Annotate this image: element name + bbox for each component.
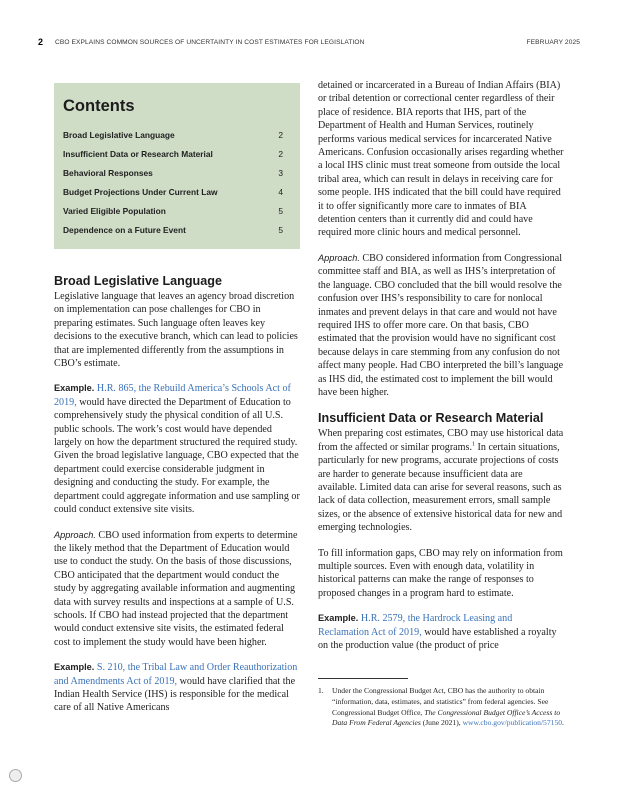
footnote-ref[interactable]: 1 bbox=[471, 441, 475, 448]
paragraph: To fill information gaps, CBO may rely on information from multiple sources. Even with enough data, volatility in historical patterns can make the range of responses to proposed changes in a program hard to estimate. bbox=[318, 547, 563, 599]
contents-heading: Contents bbox=[63, 97, 135, 115]
paragraph: detained or incarcerated in a Bureau of Indian Affairs (BIA) or tribal detention or correctional center regardless of their place of residence. BIA reports that IHS, part of the Department of Health and Human Services, routinely performs various medical services for incarcerated Native Americans. Confusion occasionally arises regarding whether a local IHS clinic must treat someone from outside the local tribal area, which can result in delays in receiving care for some people. IHS indicated that the bill could have required it to offer significantly more care to inmates of BIA detention centers than it currently did and could have required more clinic hours and medical personnel. bbox=[318, 80, 564, 239]
bill-link[interactable]: H.R. 2579, the Hardrock Leasing and Reclamation Act of 2019, bbox=[318, 613, 513, 638]
approach-paragraph: Approach. CBO considered information from Congressional committee staff and BIA, as well as IHS’s interpretation of the language. CBO concluded that the bill would resolve the confusion over IHS’s responsibility to care for nonlocal inmates and prevent delays in that care and would not have required IHS to offer more care. On that basis, CBO estimated that the provision would have no significant cost because delays in care stemming from any confusion do not affect many people. Had CBO interpreted the bill’s language as IHS did, the estimated cost to implement the bill would have been higher. bbox=[318, 252, 564, 398]
bill-link[interactable]: H.R. 865, the Rebuild America’s Schools Act of 2019, bbox=[54, 383, 291, 408]
section-heading: Broad Legislative Language bbox=[54, 274, 222, 288]
approach-paragraph: Approach. CBO used information from experts to determine the likely method that the Department of Education would use to conduct the study. On the basis of those discussions, CBO anticipated that the department would conduct the study by aggregating available information and augmenting data with survey results and inspections at a sample of U.S. schools. If CBO had instead projected that the department would conduct extensive site visits, the estimated federal cost to implement the study would have been higher. bbox=[54, 529, 298, 648]
paragraph: Legislative language that leaves an agency broad discretion on implementation can pose challenges for CBO in preparing estimates. Such language often leaves key decisions to the executive branch, which can lead to policies that are implemented differently from the assumptions in CBO’s estimate. bbox=[54, 291, 298, 370]
paragraph: When preparing cost estimates, CBO may use historical data from the affected or similar programs.$^1$ In certain situations, particularly for new programs, accurate projections of costs are harder to generate because insufficient data are available. Limited data can arise for several reasons, such as lack of data collection, measurement errors, small sample sizes, or the absence of extensive historical data for new and emerging technologies. bbox=[318, 428, 564, 534]
report-date: FEBRUARY 2025 bbox=[526, 39, 580, 46]
example-paragraph: Example. H.R. 865, the Rebuild America’s Schools Act of 2019, would have directed the Department of Education to comprehensively study the physical condition of all U.S. public schools. The work’s cost would have depended largely on how the department structured the required study. Given the broad legislative language, CBO expected that the department could exercise considerable judgment in designing and conducting the study. For example, the department could aggregate information and use sampling or could conduct extensive site visits. bbox=[54, 383, 300, 516]
toc-item[interactable]: Broad Legislative Language 2 bbox=[63, 130, 283, 140]
toc-item[interactable]: Insufficient Data or Research Material 2 bbox=[63, 149, 283, 159]
example-paragraph: Example. S. 210, the Tribal Law and Order Reauthorization and Amendments Act of 2019, would have clarified that the Indian Health Service (IHS) is responsible for the medical care of all Native Americans bbox=[54, 662, 298, 714]
report-title: CBO EXPLAINS COMMON SOURCES OF UNCERTAINTY IN COST ESTIMATES FOR LEGISLATION bbox=[55, 39, 365, 46]
publication-link[interactable]: www.cbo.gov/publication/57150 bbox=[462, 718, 563, 728]
contents-box bbox=[54, 83, 300, 249]
toc-item[interactable]: Behavioral Responses 3 bbox=[63, 168, 283, 178]
running-header bbox=[38, 39, 580, 49]
example-paragraph: Example. H.R. 2579, the Hardrock Leasing and Reclamation Act of 2019, would have established a royalty on the production value (the product of price bbox=[318, 613, 557, 652]
section-heading: Insufficient Data or Research Material bbox=[318, 411, 544, 426]
right-column bbox=[318, 79, 564, 664]
toc-item[interactable]: Varied Eligible Population 5 bbox=[63, 206, 283, 216]
toc-item[interactable]: Dependence on a Future Event 5 bbox=[63, 225, 283, 235]
toc-item[interactable]: Budget Projections Under Current Law 4 bbox=[63, 187, 283, 197]
bill-link[interactable]: S. 210, the Tribal Law and Order Reauthorization and Amendments Act of 2019, bbox=[54, 662, 298, 687]
footnote: 1. Under the Congressional Budget Act, CBO has the authority to obtain “information, data, estimates, and statistics” from federal agencies. See Congressional Budget Office, The Congressional Budget Office’s Access to Data From Federal Agencies (June 2021), www.cbo.gov/publication/57150. bbox=[318, 686, 564, 728]
left-column bbox=[54, 274, 300, 727]
page-seal-icon bbox=[9, 769, 22, 782]
page-number: 2 bbox=[38, 37, 44, 47]
footnote-rule bbox=[318, 678, 408, 679]
